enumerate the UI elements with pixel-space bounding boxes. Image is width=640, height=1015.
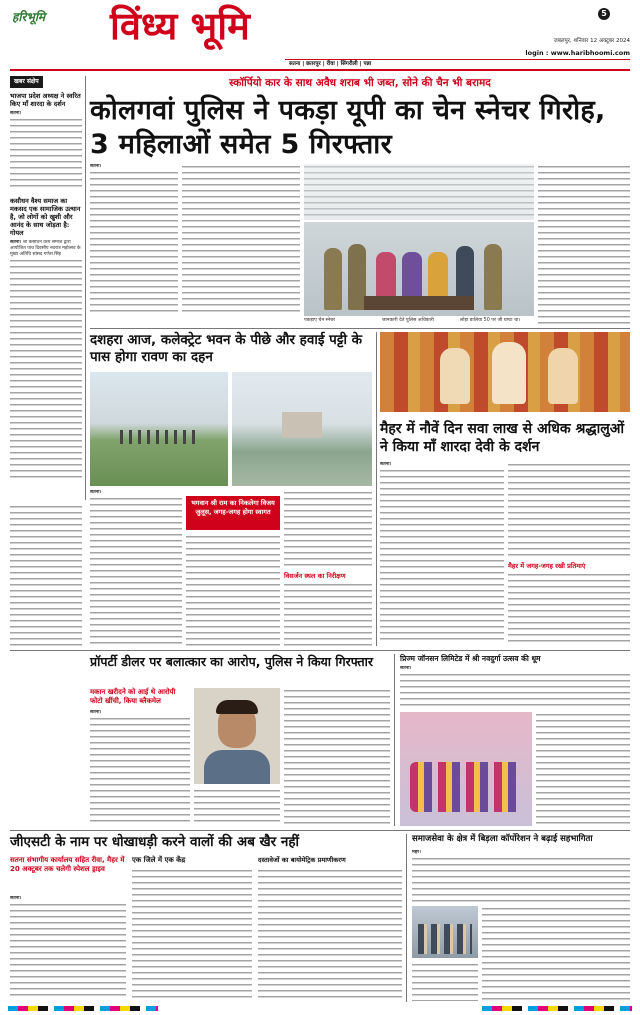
dussehra-subhead: विसर्जन स्थल का निरीक्षण	[284, 572, 346, 580]
text-lines	[284, 688, 390, 826]
text-lines	[10, 902, 126, 1000]
top-story-body-mid	[182, 164, 300, 316]
date-line: जबलपुर, शनिवार 12 अक्टूबर 2024	[553, 38, 630, 44]
text-lines	[10, 504, 82, 646]
callout-text: भगवान श्री राम का निकलेगा विजय जुलूस, जगह-जगह होगा स्वागत	[191, 499, 275, 516]
birla-body-3	[412, 962, 478, 1001]
prism-body-2	[536, 712, 630, 826]
dussehra-headline: दशहरा आज, कलेक्ट्रेट भवन के पीछे और हवाई पट्टी के पास होगा रावण का दहन	[90, 332, 363, 365]
top-story-photo-top	[304, 164, 534, 220]
text-lines	[90, 716, 190, 824]
gst-body-1	[10, 896, 126, 1001]
top-story-headline: कोलगवां पुलिस ने पकड़ा यूपी का चेन स्नेचर गिरोह, 3 महिलाओं समेत 5 गिरफ्तार	[90, 95, 606, 160]
divider	[10, 830, 630, 831]
registration-mark-right	[482, 1006, 632, 1011]
top-story-place: सतना।	[90, 164, 102, 169]
photo-caption-1: पकड़ाए चेन स्नेचर	[304, 318, 336, 323]
top-story-body-right	[538, 164, 630, 326]
accused-portrait	[194, 688, 280, 784]
text-lines	[186, 534, 280, 646]
idol-figure	[548, 348, 578, 404]
prism-body-1	[400, 666, 630, 708]
registration-mark-left	[8, 1006, 158, 1011]
maihar-body-1	[380, 462, 504, 646]
crowd-figures	[120, 430, 200, 444]
text-lines	[508, 572, 630, 646]
property-dealer-body-1	[90, 710, 190, 826]
property-dealer-headline: प्रॉपर्टी डीलर पर बलात्कार का आरोप, पुलिस ने किया गिरफ्तार	[90, 654, 373, 669]
birla-body-2	[482, 906, 630, 1001]
text-lines	[412, 962, 478, 1001]
photo-caption-3: लोहा डालिया 50 पर जी घण्टा था।	[460, 318, 521, 323]
text-lines	[194, 788, 280, 826]
section-label-text: खबर संक्षेप	[14, 78, 39, 85]
page-title: विंध्य भूमि	[110, 3, 250, 48]
gst-body-3	[258, 868, 402, 1001]
gst-subhead-1: सतना संभागीय कार्यालय सहित रीवा, मैहर में 20 अक्टूबर तक चलेगी स्पेशल ड्राइव	[10, 856, 125, 873]
hair	[216, 700, 258, 714]
dussehra-photo-1	[90, 372, 228, 486]
text-lines	[536, 712, 630, 826]
group-figures	[418, 924, 472, 954]
gst-body-2	[132, 868, 252, 1001]
idol-figure	[492, 342, 526, 404]
page-number-badge	[598, 8, 610, 20]
login-link[interactable]: login : www.haribhoomi.com	[525, 49, 630, 57]
text-lines	[400, 672, 630, 708]
dussehra-body-1	[90, 490, 182, 646]
prism-place: सतना।	[400, 666, 412, 671]
birla-place: मैहर।	[412, 850, 421, 855]
dussehra-body-3	[284, 490, 372, 570]
text-lines	[10, 258, 82, 478]
text-lines	[538, 164, 630, 326]
divider	[394, 654, 395, 826]
gst-headline: जीएसटी के नाम पर धोखाधड़ी करने वालों की अब खैर नहीं	[10, 834, 300, 850]
text-lines	[380, 468, 504, 644]
left-column-story	[10, 504, 82, 646]
news-brief-sidebar	[10, 76, 82, 500]
police-officer-figure	[484, 244, 502, 310]
gst-subhead-3: दस्तावेजों का बायोमेट्रिक प्रमाणीकरण	[258, 856, 346, 864]
masthead-rule	[10, 69, 630, 71]
garba-dancers	[410, 762, 522, 812]
text-lines	[10, 117, 82, 189]
text-lines	[132, 868, 252, 1001]
brief-headline-2: कसौधन वैश्य समाज का मकसद एक सामाजिक उत्थान है, जो लोगों को खुशी और आनंद के साथ जोड़ता है: गोयल	[10, 197, 81, 238]
birla-body-1	[412, 850, 630, 902]
property-dealer-body-3	[284, 688, 390, 826]
maihar-photo	[380, 332, 630, 412]
maihar-body-3	[508, 572, 630, 646]
evidence-table	[364, 296, 474, 310]
page-number: 5	[601, 9, 607, 18]
divider	[406, 834, 407, 1002]
city-bar	[285, 59, 630, 69]
text-lines	[90, 496, 182, 644]
brief-body-2	[10, 240, 82, 492]
text-lines	[258, 868, 402, 1001]
idol-figure	[440, 348, 470, 404]
masthead	[0, 0, 640, 70]
dussehra-callout	[186, 496, 280, 530]
maihar-headline: मैहर में नौवें दिन सवा लाख से अधिक श्रद्धालुओं ने किया माँ शारदा देवी के दर्शन	[380, 421, 625, 455]
text-lines	[412, 856, 630, 902]
gst-subhead-2: एक जिले में एक केंद्र	[132, 856, 186, 864]
birla-headline: समाजसेवा के क्षेत्र में बिड़ला कॉर्पोरेशन ने बढ़ाई सहभागिता	[412, 834, 593, 844]
field-structure	[282, 412, 322, 438]
text-lines	[304, 164, 534, 220]
maihar-subhead: मैहर में जगह-जगह रखी प्रतिमाएं	[508, 562, 586, 570]
haribhoomi-logo: हरिभूमि	[12, 10, 46, 24]
birla-photo	[412, 906, 478, 958]
text-lines	[284, 490, 372, 570]
property-dealer-subhead: मकान खरीदने को आई थे आरोपी फोटो खींची, किया ब्लैकमेल	[90, 688, 176, 705]
text-lines	[90, 170, 178, 314]
dussehra-photo-2	[232, 372, 372, 486]
top-story-body-left	[90, 164, 178, 316]
property-dealer-body-2	[194, 788, 280, 826]
brief-body-1	[10, 111, 82, 191]
photo-caption-2: जानकारी देते पुलिस अधिकारी	[382, 318, 434, 323]
top-story-photo	[304, 222, 534, 316]
maihar-body-2	[508, 462, 630, 558]
shirt	[204, 750, 270, 784]
sidebar-divider	[85, 76, 86, 500]
text-lines	[182, 164, 300, 316]
dussehra-place: सतना।	[90, 490, 102, 495]
dussehra-body-2	[186, 534, 280, 646]
property-dealer-place: सतना।	[90, 710, 102, 715]
divider	[376, 332, 377, 646]
gst-place: सतना।	[10, 896, 22, 901]
text-lines	[284, 582, 372, 646]
section-label	[10, 76, 43, 88]
brief-lead-2: श्री कसौधन वैश्य समाज द्वारा आयोजित पांच दिवसीय नवरात्र महोत्सव के मुख्य अतिथि सांसद गणेश सिंह	[10, 240, 81, 258]
prism-headline: प्रिज्म जॉनसन लिमिटेड में श्री नवदुर्गा उत्सव की धूम	[400, 654, 541, 663]
top-story-kicker: स्कॉर्पियो कार के साथ अवैध शराब भी जब्त, सोने की चैन भी बरामद	[229, 77, 491, 89]
brief-headline-1: भाजपा प्रदेश अध्यक्ष ने स्वरित किए माँ शारदा के दर्शन	[10, 92, 81, 109]
police-officer-figure	[324, 248, 342, 310]
maihar-place: सतना।	[380, 462, 392, 467]
divider	[10, 650, 630, 651]
text-lines	[482, 906, 630, 1001]
brief-place-1: सतना।	[10, 111, 22, 117]
prism-event-photo	[400, 712, 532, 826]
city-list: सतना | छतरपुर | रीवा | सिंगरौली | पन्ना	[289, 61, 372, 67]
brief-place-2: सतना।	[10, 240, 22, 246]
divider	[90, 328, 630, 329]
dussehra-body-4	[284, 582, 372, 646]
text-lines	[508, 462, 630, 558]
